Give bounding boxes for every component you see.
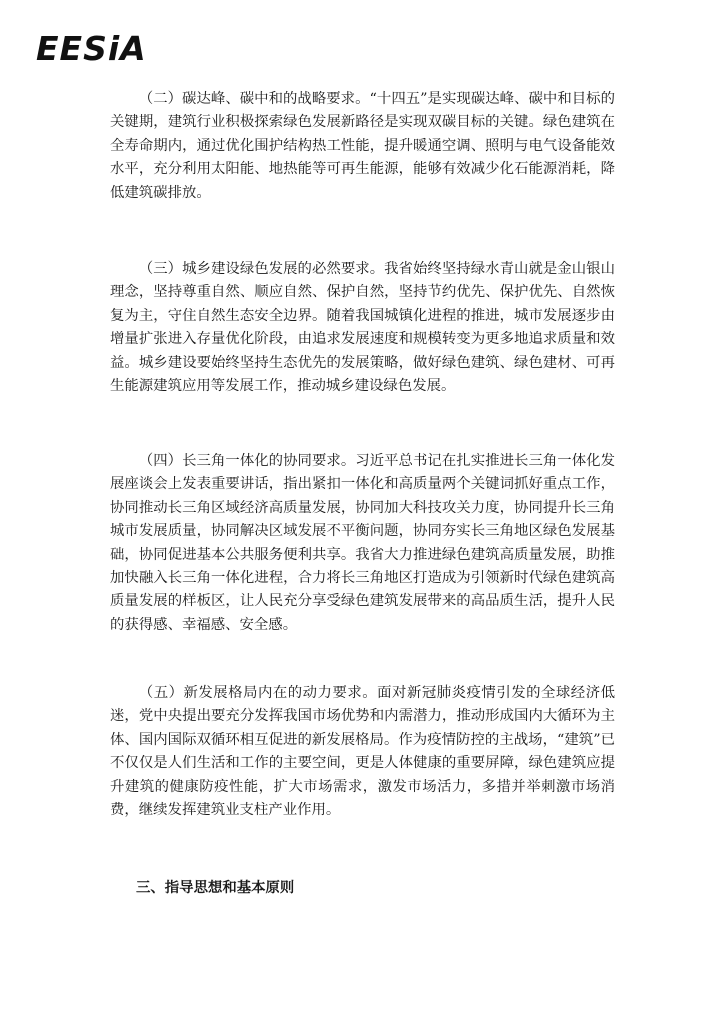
paragraph-urban-rural-green: （三）城乡建设绿色发展的必然要求。我省始终坚持绿水青山就是金山银山理念，坚持尊重自然、顺应自然、保护自然，坚持节约优先、保护优先、自然恢复为主，守住自然生态安全边界。随着我国城镇化进程的推进，城市发展逐步由增量扩张进入存量优化阶段，由追求发展速度和规模转变为更多地追求质量和效益。城乡建设要始终坚持生态优先的发展策略，做好绿色建筑、绿色建材、可再生能源建筑应用等发展工作，推动城乡建设绿色发展。 [110,261,615,395]
paragraph-new-development: （五）新发展格局内在的动力要求。面对新冠肺炎疫情引发的全球经济低迷，党中央提出要充分发挥我国市场优势和内需潜力，推动形成国内大循环为主体、国内国际双循环相互促进的新发展格局。作为疫情防控的主战场，“建筑”已不仅仅是人们生活和工作的主要空间，更是人体健康的重要屏障，绿色建筑应提升建筑的健康防疫性能，扩大市场需求，激发市场活力，多措并举刺激市场消费，继续发挥建筑业支柱产业作用。 [110,685,615,819]
section-heading: 三、指导思想和基本原则 [136,880,295,896]
paragraph-yangtze-delta: （四）长三角一体化的协同要求。习近平总书记在扎实推进长三角一体化发展座谈会上发表重要讲话，指出紧扣一体化和高质量两个关键词抓好重点工作，协同推动长三角区域经济高质量发展，协同加大科技攻关力度，协同提升长三角城市发展质量，协同解决区域发展不平衡问题，协同夯实长三角地区绿色发展基础，协同促进基本公共服务便利共享。我省大力推进绿色建筑高质量发展，助推加快融入长三角一体化进程，合力将长三角地区打造成为引领新时代绿色建筑高质量发展的样板区，让人民充分享受绿色建筑发展带来的高品质生活，提升人民的获得感、幸福感、安全感。 [110,453,615,633]
eesia-logo: EESiA [36,29,147,68]
paragraph-carbon-peak: （二）碳达峰、碳中和的战略要求。“十四五”是实现碳达峰、碳中和目标的关键期，建筑行业积极探索绿色发展新路径是实现双碳目标的关键。绿色建筑在全寿命期内，通过优化围护结构热工性能，提升暖通空调、照明与电气设备能效水平，充分利用太阳能、地热能等可再生能源，能够有效减少化石能源消耗，降低建筑碳排放。 [110,91,615,201]
